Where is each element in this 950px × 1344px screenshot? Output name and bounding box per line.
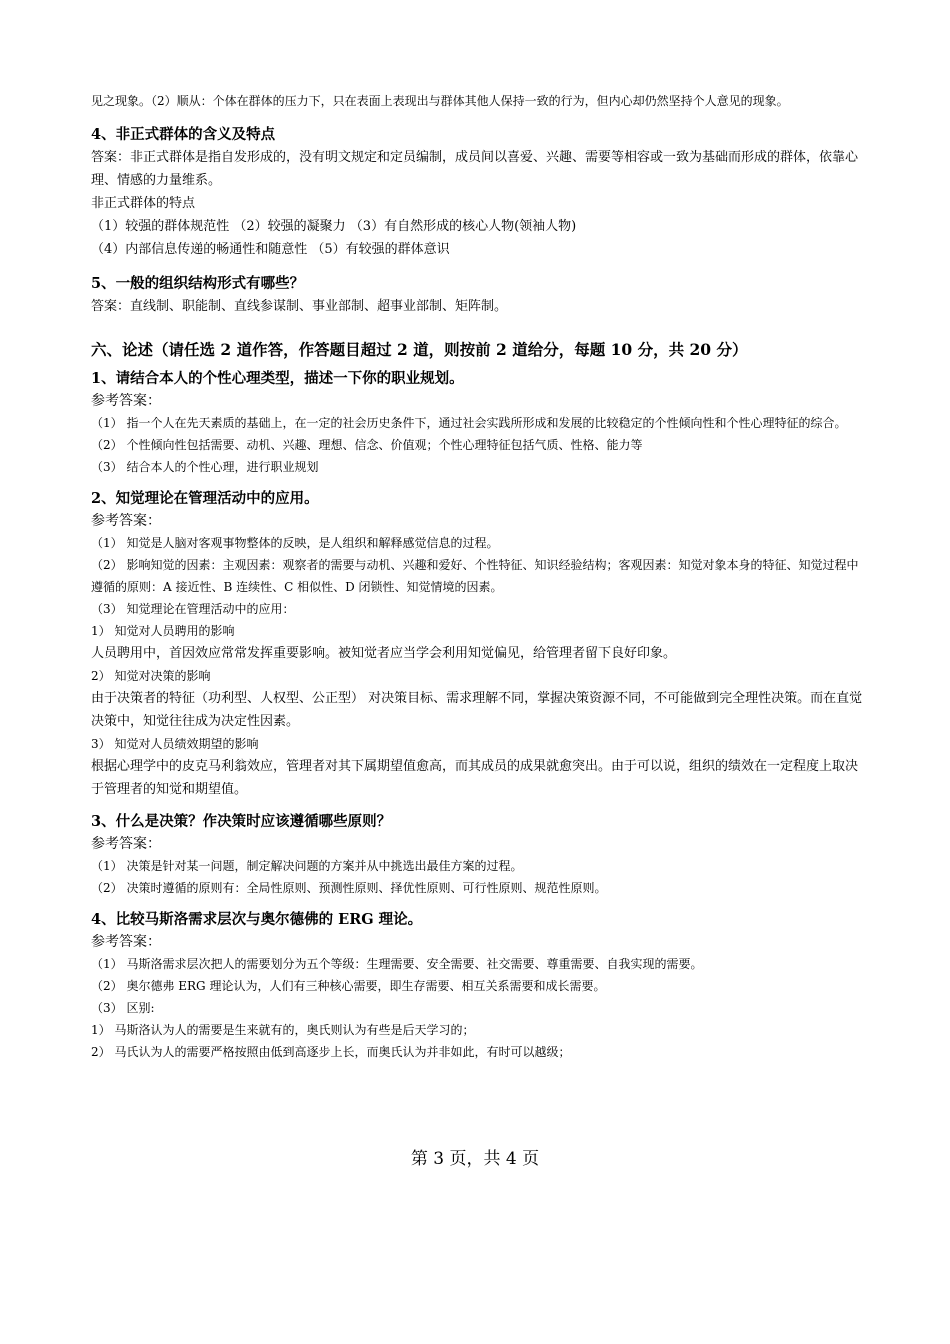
essay-1-reference-label: 参考答案： [91,393,161,409]
question-4-subtitle: 非正式群体的特点 [91,196,196,211]
essay-2-item: （2） 影响知觉的因素：主观因素：观察者的需要与动机、兴趣和爱好、个性特征、知识经验结构；客观因素：知觉对象本身的特征、知觉过程中遵循的原则：A 接近性、B 连续性、C 相似性、D 闭锁性、知觉情境的因素。 [91,558,859,594]
document-page [91,90,866,1063]
question-4-title: 4、非正式群体的含义及特点 [91,126,276,143]
essay-1-item: （1） 指一个人在先天素质的基础上，在一定的社会历史条件下，通过社会实践所形成和发展的比较稳定的个性倾向性和个性心理特征的综合。 [91,416,847,430]
essay-2-subheading: 2） 知觉对决策的影响 [91,669,211,683]
essay-2-title: 2、知觉理论在管理活动中的应用。 [91,490,319,507]
essay-1-item: （2） 个性倾向性包括需要、动机、兴趣、理想、信念、价值观；个性心理特征包括气质、性格、能力等 [91,438,643,452]
page-number-footer: 第 3 页，共 4 页 [410,1149,540,1169]
essay-2-reference-label: 参考答案： [91,513,161,529]
question-4-answer: 答案：非正式群体是指自发形成的，没有明文规定和定员编制，成员间以喜爱、兴趣、需要等相容或一致为基础而形成的群体，依靠心理、情感的力量维系。 [91,150,859,188]
question-5-answer: 答案：直线制、职能制、直线参谋制、事业部制、超事业部制、矩阵制。 [91,299,508,314]
question-4-traits-line-2: （4）内部信息传递的畅通性和随意性 （5）有较强的群体意识 [91,242,450,257]
essay-4-title: 4、比较马斯洛需求层次与奥尔德佛的 ERG 理论。 [91,911,423,928]
essay-4-item: （3） 区别: [91,1001,155,1015]
essay-4-item: （1） 马斯洛需求层次把人的需要划分为五个等级：生理需要、安全需要、社交需要、尊重需要、自我实现的需要。 [91,957,703,971]
essay-3-reference-label: 参考答案： [91,836,161,852]
essay-2-subheading: 3） 知觉对人员绩效期望的影响 [91,737,259,751]
question-5-title: 5、一般的组织结构形式有哪些？ [91,275,305,292]
essay-3-title: 3、什么是决策？作决策时应该遵循哪些原则？ [91,813,392,830]
essay-2-item: （3） 知觉理论在管理活动中的应用： [91,602,295,616]
essay-2-subheading: 1） 知觉对人员聘用的影响 [91,624,235,638]
essay-4-item: （2） 奥尔德弗 ERG 理论认为，人们有三种核心需要，即生存需要、相互关系需要和成长需要。 [91,979,606,993]
essay-1-title: 1、请结合本人的个性心理类型，描述一下你的职业规划。 [91,370,464,387]
essay-2-paragraph: 人员聘用中，首因效应常常发挥重要影响。被知觉者应当学会利用知觉偏见，给管理者留下良好印象。 [91,646,677,661]
essay-4-item: 1） 马斯洛认为人的需要是生来就有的，奥氏则认为有些是后天学习的； [91,1023,475,1037]
essay-2-item: （1） 知觉是人脑对客观事物整体的反映，是人组织和解释感觉信息的过程。 [91,536,499,550]
essay-2-paragraph: 由于决策者的特征（功利型、人权型、公正型） 对决策目标、需求理解不同，掌握决策资源不同，不可能做到完全理性决策。而在直觉决策中，知觉往往成为决定性因素。 [91,691,863,729]
essay-1-item: （3） 结合本人的个性心理，进行职业规划 [91,460,319,474]
question-4-traits-line-1: （1）较强的群体规范性 （2）较强的凝聚力 （3）有自然形成的核心人物(领袖人物) [91,219,577,234]
essay-2-paragraph: 根据心理学中的皮克马利翁效应，管理者对其下属期望值愈高，而其成员的成果就愈突出。由于可以说，组织的绩效在一定程度上取决于管理者的知觉和期望值。 [91,759,859,797]
section-6-title: 六、论述（请任选 2 道作答，作答题目超过 2 道，则按前 2 道给分，每题 10 分，共 20 分） [91,340,748,359]
essay-3-item: （1） 决策是针对某一问题，制定解决问题的方案并从中挑选出最佳方案的过程。 [91,859,523,873]
essay-4-item: 2） 马氏认为人的需要严格按照由低到高逐步上长，而奥氏认为并非如此，有时可以越级； [91,1045,571,1059]
intro-paragraph: 见之现象。（2）顺从：个体在群体的压力下，只在表面上表现出与群体其他人保持一致的行为，但内心却仍然坚持个人意见的现象。 [91,94,789,108]
essay-3-item: （2） 决策时遵循的原则有：全局性原则、预测性原则、择优性原则、可行性原则、规范性原则。 [91,881,607,895]
essay-4-reference-label: 参考答案： [91,934,161,950]
